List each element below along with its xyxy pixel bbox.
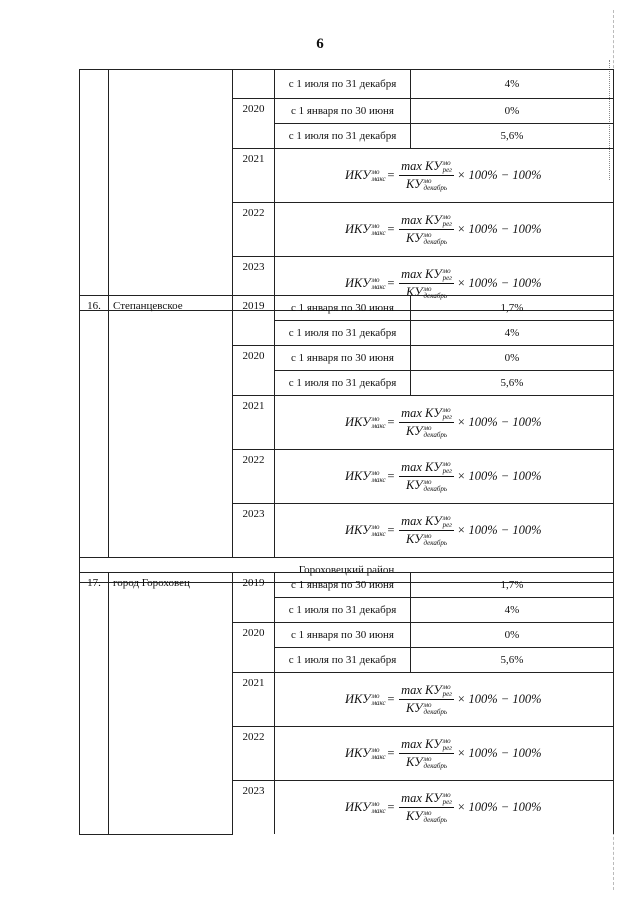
equals-sign: = [386, 746, 396, 760]
denominator-sup: мо [423, 177, 432, 186]
formula-lhs: ИКУ [345, 523, 371, 537]
year-cell: 2022 [233, 203, 275, 257]
denominator-sub: декабрь [423, 816, 448, 825]
numerator-sup: мо [442, 514, 451, 522]
period-label: с 1 января по 30 июня [275, 623, 411, 648]
year-cell: 2021 [233, 149, 275, 203]
formula-tail: × 100% − 100% [456, 222, 542, 236]
formula-numerator: max КУ [401, 736, 442, 751]
num-cell-empty [80, 70, 109, 311]
year-cell-empty [233, 70, 275, 99]
formula-tail: × 100% − 100% [456, 168, 542, 182]
formula-denominator: КУ [405, 701, 423, 715]
numerator-sub: рег [442, 274, 452, 282]
formula-numerator: max КУ [401, 212, 442, 227]
numerator-sup: мо [442, 159, 451, 167]
period-label: с 1 июля по 31 декабря [275, 124, 411, 149]
numerator-sup: мо [442, 683, 451, 691]
formula-tail: × 100% − 100% [456, 276, 542, 290]
equals-sign: = [386, 276, 396, 290]
period-label: с 1 июля по 31 декабря [275, 371, 411, 396]
formula-lhs-sub: макс [371, 174, 386, 183]
value-cell: 0% [411, 623, 614, 648]
formula-numerator: max КУ [401, 266, 442, 281]
value-cell: 5,6% [411, 371, 614, 396]
formula-tail: × 100% − 100% [456, 415, 542, 429]
fraction [399, 737, 454, 770]
denominator-sup: мо [423, 809, 432, 818]
denominator-sub: декабрь [423, 708, 448, 717]
formula-lhs-sup: мо [371, 799, 380, 808]
formula [345, 460, 542, 493]
equals-sign: = [386, 222, 396, 236]
fraction [399, 514, 454, 547]
formula-lhs-sub: макс [371, 752, 386, 761]
formula-cell [275, 727, 614, 781]
period-label: с 1 июля по 31 декабря [275, 598, 411, 623]
year-cell: 2020 [233, 99, 275, 149]
year-cell: 2023 [233, 504, 275, 558]
formula-numerator: max КУ [401, 405, 442, 420]
numerator-sub: рег [442, 413, 452, 421]
period-label: с 1 июля по 31 декабря [275, 321, 411, 346]
row-number: 16. [80, 296, 109, 558]
value-cell: 1,7% [411, 296, 614, 321]
formula-lhs-sup: мо [371, 414, 380, 423]
fraction [399, 406, 454, 439]
formula [345, 683, 542, 716]
formula-cell [275, 396, 614, 450]
denominator-sub: декабрь [423, 238, 448, 247]
formula-lhs-sup: мо [371, 468, 380, 477]
formula-lhs: ИКУ [345, 800, 371, 814]
fraction [399, 460, 454, 493]
denominator-sub: декабрь [423, 292, 448, 301]
formula-denominator: КУ [405, 755, 423, 769]
year-cell: 2023 [233, 257, 275, 311]
formula-denominator: КУ [405, 231, 423, 245]
tariff-table-row16 [79, 292, 614, 583]
formula-lhs-sup: мо [371, 167, 380, 176]
formula-numerator: max КУ [401, 790, 442, 805]
formula-tail: × 100% − 100% [456, 692, 542, 706]
period-label: с 1 января по 30 июня [275, 573, 411, 598]
formula-lhs-sub: макс [371, 228, 386, 237]
denominator-sub: декабрь [423, 184, 448, 193]
formula-lhs: ИКУ [345, 469, 371, 483]
value-cell: 4% [411, 70, 614, 99]
equals-sign: = [386, 523, 396, 537]
formula-cell [275, 673, 614, 727]
formula-lhs-sup: мо [371, 745, 380, 754]
numerator-sub: рег [442, 690, 452, 698]
formula [345, 791, 542, 824]
denominator-sup: мо [423, 701, 432, 710]
name-cell-empty [109, 70, 233, 311]
equals-sign: = [386, 692, 396, 706]
period-label: с 1 января по 30 июня [275, 296, 411, 321]
year-cell: 2019 [233, 296, 275, 346]
equals-sign: = [386, 800, 396, 814]
denominator-sub: декабрь [423, 485, 448, 494]
formula-lhs: ИКУ [345, 222, 371, 236]
formula-numerator: max КУ [401, 459, 442, 474]
numerator-sub: рег [442, 744, 452, 752]
formula-denominator: КУ [405, 285, 423, 299]
formula-lhs-sub: макс [371, 421, 386, 430]
formula-tail: × 100% − 100% [456, 746, 542, 760]
formula-lhs-sub: макс [371, 698, 386, 707]
numerator-sup: мо [442, 406, 451, 414]
fraction [399, 683, 454, 716]
numerator-sup: мо [442, 791, 451, 799]
formula-lhs-sup: мо [371, 221, 380, 230]
denominator-sup: мо [423, 478, 432, 487]
formula-lhs: ИКУ [345, 746, 371, 760]
tariff-table-row17 [79, 572, 614, 835]
tariff-table [79, 69, 614, 311]
denominator-sub: декабрь [423, 539, 448, 548]
year-cell: 2020 [233, 623, 275, 673]
formula [345, 514, 542, 547]
settlement-name: город Гороховец [109, 573, 233, 835]
formula-cell [275, 203, 614, 257]
numerator-sub: рег [442, 467, 452, 475]
formula-lhs-sup: мо [371, 691, 380, 700]
formula-lhs-sub: макс [371, 282, 386, 291]
year-cell: 2022 [233, 450, 275, 504]
value-cell: 4% [411, 598, 614, 623]
formula-denominator: КУ [405, 478, 423, 492]
numerator-sub: рег [442, 521, 452, 529]
formula [345, 213, 542, 246]
denominator-sub: декабрь [423, 762, 448, 771]
formula-lhs: ИКУ [345, 168, 371, 182]
year-cell: 2022 [233, 727, 275, 781]
period-label: с 1 января по 30 июня [275, 99, 411, 124]
settlement-name: Степанцевское [109, 296, 233, 558]
formula [345, 406, 542, 439]
year-cell: 2021 [233, 396, 275, 450]
denominator-sub: декабрь [423, 431, 448, 440]
period-label: с 1 июля по 31 декабря [275, 70, 411, 99]
formula-tail: × 100% − 100% [456, 800, 542, 814]
formula-cell [275, 450, 614, 504]
formula [345, 159, 542, 192]
formula-lhs-sup: мо [371, 275, 380, 284]
equals-sign: = [386, 168, 396, 182]
period-label: с 1 января по 30 июня [275, 346, 411, 371]
formula-tail: × 100% − 100% [456, 523, 542, 537]
equals-sign: = [386, 415, 396, 429]
denominator-sup: мо [423, 424, 432, 433]
year-cell: 2020 [233, 346, 275, 396]
denominator-sup: мо [423, 231, 432, 240]
year-cell: 2019 [233, 573, 275, 623]
formula-lhs: ИКУ [345, 415, 371, 429]
formula-denominator: КУ [405, 809, 423, 823]
formula-lhs: ИКУ [345, 692, 371, 706]
formula-cell [275, 149, 614, 203]
formula-denominator: КУ [405, 532, 423, 546]
formula-lhs-sub: макс [371, 475, 386, 484]
year-cell: 2023 [233, 781, 275, 835]
numerator-sup: мо [442, 213, 451, 221]
fraction [399, 159, 454, 192]
formula-denominator: КУ [405, 177, 423, 191]
row-number: 17. [80, 573, 109, 835]
formula [345, 737, 542, 770]
formula-lhs-sub: макс [371, 529, 386, 538]
value-cell: 0% [411, 99, 614, 124]
formula-lhs-sub: макс [371, 806, 386, 815]
formula-cell [275, 781, 614, 835]
value-cell: 5,6% [411, 124, 614, 149]
district-heading: Гороховецкий район [80, 558, 614, 583]
formula-numerator: max КУ [401, 513, 442, 528]
formula-numerator: max КУ [401, 158, 442, 173]
numerator-sup: мо [442, 267, 451, 275]
formula-lhs-sup: мо [371, 522, 380, 531]
formula-denominator: КУ [405, 424, 423, 438]
numerator-sub: рег [442, 798, 452, 806]
value-cell: 0% [411, 346, 614, 371]
denominator-sup: мо [423, 755, 432, 764]
numerator-sub: рег [442, 220, 452, 228]
numerator-sup: мо [442, 737, 451, 745]
page-number: 6 [316, 36, 324, 52]
fraction [399, 791, 454, 824]
value-cell: 1,7% [411, 573, 614, 598]
numerator-sup: мо [442, 460, 451, 468]
formula-numerator: max КУ [401, 682, 442, 697]
formula-cell [275, 504, 614, 558]
year-cell: 2021 [233, 673, 275, 727]
denominator-sup: мо [423, 285, 432, 294]
denominator-sup: мо [423, 532, 432, 541]
value-cell: 5,6% [411, 648, 614, 673]
value-cell: 4% [411, 321, 614, 346]
numerator-sub: рег [442, 166, 452, 174]
formula-tail: × 100% − 100% [456, 469, 542, 483]
period-label: с 1 июля по 31 декабря [275, 648, 411, 673]
fraction [399, 213, 454, 246]
equals-sign: = [386, 469, 396, 483]
formula-lhs: ИКУ [345, 276, 371, 290]
